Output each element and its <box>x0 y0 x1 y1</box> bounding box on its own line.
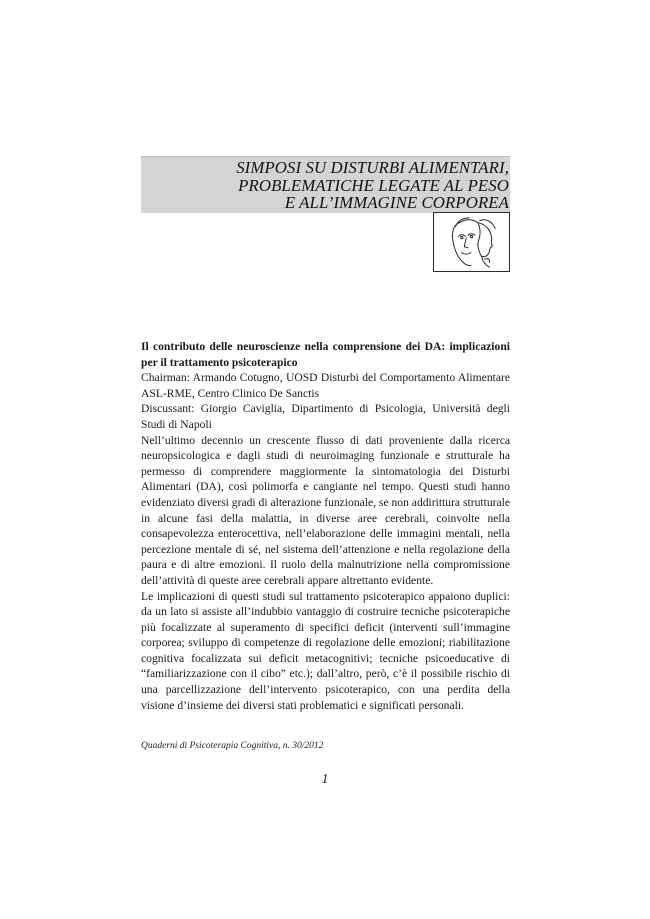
body-paragraph-2: Le implicazioni di questi studi sul trattamento psicoterapico appaiono duplici: da un lato si assiste all’indubbio vantaggio di costruire tecniche psicoterapiche più focalizzate al superamento di specifici deficit (interventi sull’immagine corporea; sviluppo di competenze di regolazione delle emozioni; riabilitazione cognitiva focalizzata sui deficit metacognitivi; tecniche psicoeducative di “familiarizzazione con il cibo” etc.); dall’altro, però, c’è il possibile rischio di una parcellizzazione dell’intervento psicoterapico, con una perdita della visione d’insieme dei diversi stati problematici e significati personali. <box>141 589 510 712</box>
section-title-line-1: SIMPOSI SU DISTURBI ALIMENTARI, <box>236 158 509 177</box>
body-paragraph-1: Nell’ultimo decennio un crescente flusso di dati proveniente dalla ricerca neuropsicologica e dagli studi di neuroimaging funzionale e strutturale ha permesso di comprendere maggiormente la sintomatologia dei Disturbi Alimentari (DA), così polimorfa e cangiante nel tempo. Questi studi hanno evidenziato diversi gradi di alterazione funzionale, se non addirittura strutturale in alcune fasi della malattia, in diverse aree cerebrali, coinvolte nella consapevolezza enterocettiva, nell’elaborazione delle immagini mentali, nella percezione mentale di sé, nel sistema dell’attenzione e nella regolazione della paura e di altre emozioni. Il ruolo della malnutrizione nella compromissione dell’attività di queste aree cerebrali appare altrettanto evidente. <box>141 433 510 587</box>
article-title: Il contributo delle neuroscienze nella comprensione dei DA: implicazioni per il trattamento psicoterapico <box>141 340 510 369</box>
section-title <box>236 159 509 212</box>
discussant-line: Discussant: Giorgio Caviglia, Dipartimento di Psicologia, Università degli Studi di Napoli <box>141 402 510 431</box>
article <box>141 339 510 713</box>
journal-footer: Quaderni di Psicoterapia Cognitiva, n. 30/2012 <box>141 741 324 751</box>
section-title-line-2: PROBLEMATICHE LEGATE AL PESO <box>238 175 509 195</box>
page-number: 1 <box>321 772 329 787</box>
face-profile-sketch-icon <box>433 212 510 272</box>
section-title-line-3: E ALL’IMMAGINE CORPOREA <box>284 193 509 212</box>
chairman-line: Chairman: Armando Cotugno, UOSD Disturbi del Comportamento Alimentare ASL-RME, Centro Clinico De Sanctis <box>141 371 510 400</box>
